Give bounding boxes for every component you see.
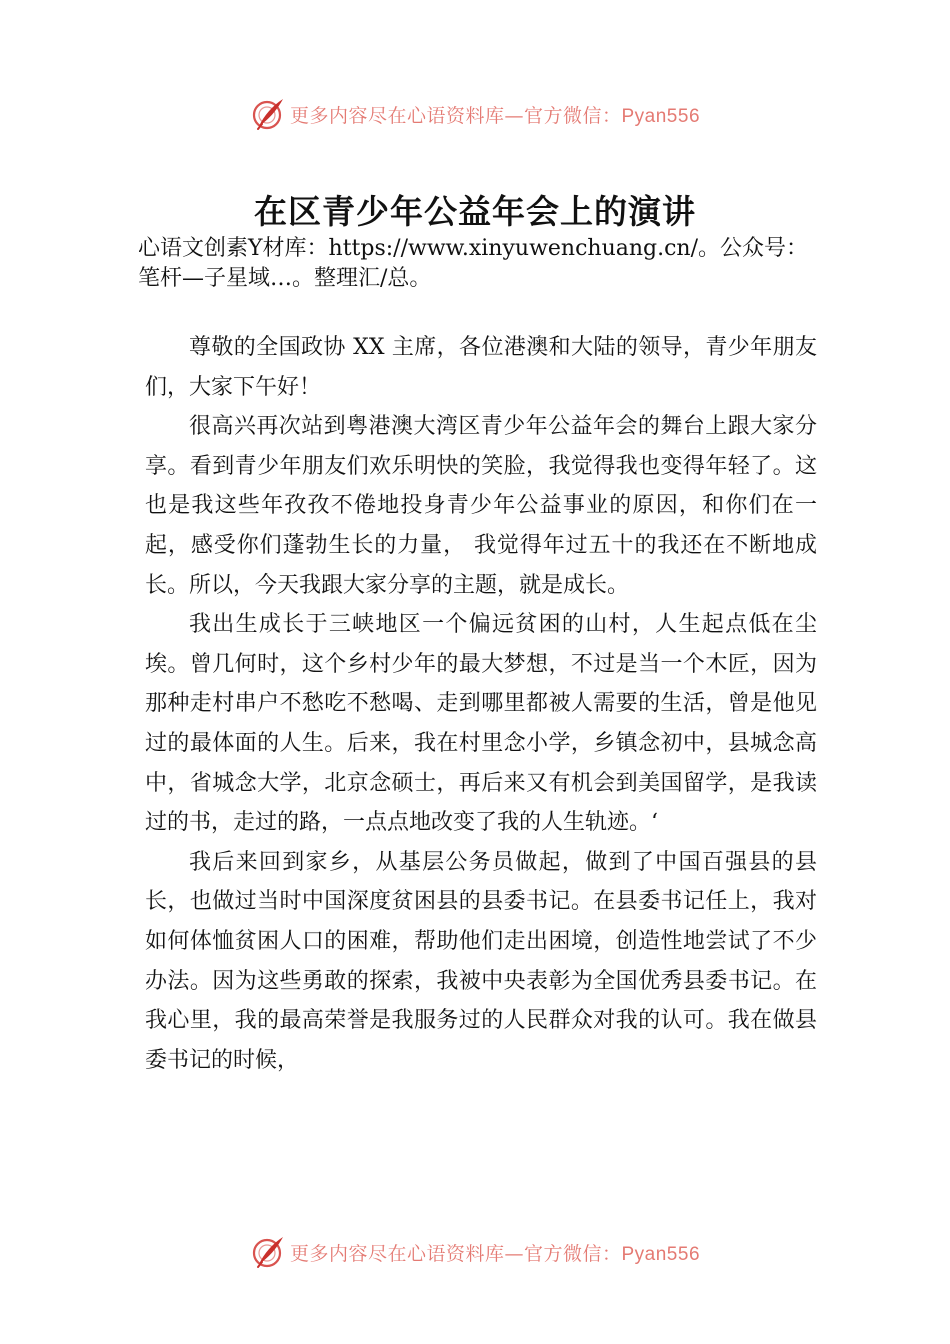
body-paragraph: 很高兴再次站到粤港澳大湾区青少年公益年会的舞台上跟大家分享。看到青少年朋友们欢乐明快的笑脸，我觉得我也变得年轻了。这也是我这些年孜孜不倦地投身青少年公益事业的原因，和你们在一起，感受你们蓬勃生长的力量， 我觉得年过五十的我还在不断地成长。所以，今天我跟大家分享的主题，就是成长。 [145, 414, 817, 598]
document-body [145, 328, 817, 1080]
header-watermark-banner [0, 92, 950, 136]
document-title: 在区青少年公益年会上的演讲 [254, 192, 696, 231]
banner-text-cn: 更多内容尽在心语资料库—官方微信： [289, 104, 622, 127]
body-paragraph: 我出生成长于三峡地区一个偏远贫困的山村，人生起点低在尘埃。曾几何时，这个乡村少年的最大梦想，不过是当一个木匠，因为那种走村串户不愁吃不愁喝、走到哪里都被人需要的生活，曾是他见过的最体面的人生。后来，我在村里念小学，乡镇念初中，县城念高中，省城念大学，北京念硕士，再后来又有机会到美国留学，是我读过的书，走过的路，一点点地改变了我的人生轨迹。‘ [145, 612, 817, 836]
body-paragraph: 尊敬的全国政协 XX 主席，各位港澳和大陆的领导，青少年朋友们，大家下午好！ [145, 335, 817, 400]
source-line: 心语文创素Y材库：https://www.xinyuwenchuang.cn/。公众号：笔杆—子星域…。整理汇/总。 [138, 236, 809, 291]
banner-text [290, 1239, 700, 1266]
banner-wechat-id: Pyan556 [621, 1243, 701, 1265]
quill-circle-logo-icon [250, 1234, 286, 1270]
banner-text-cn: 更多内容尽在心语资料库—官方微信： [289, 1242, 622, 1265]
banner-text [290, 101, 700, 128]
footer-watermark-banner [0, 1230, 950, 1274]
quill-circle-logo-icon [250, 96, 286, 132]
banner-wechat-id: Pyan556 [621, 105, 701, 127]
body-paragraph: 我后来回到家乡，从基层公务员做起，做到了中国百强县的县长，也做过当时中国深度贫困县的县委书记。在县委书记任上，我对如何体恤贫困人口的困难，帮助他们走出困境，创造性地尝试了不少办法。因为这些勇敢的探索，我被中央表彰为全国优秀县委书记。在我心里，我的最高荣誉是我服务过的人民群众对我的认可。我在做县委书记的时候， [145, 849, 817, 1073]
